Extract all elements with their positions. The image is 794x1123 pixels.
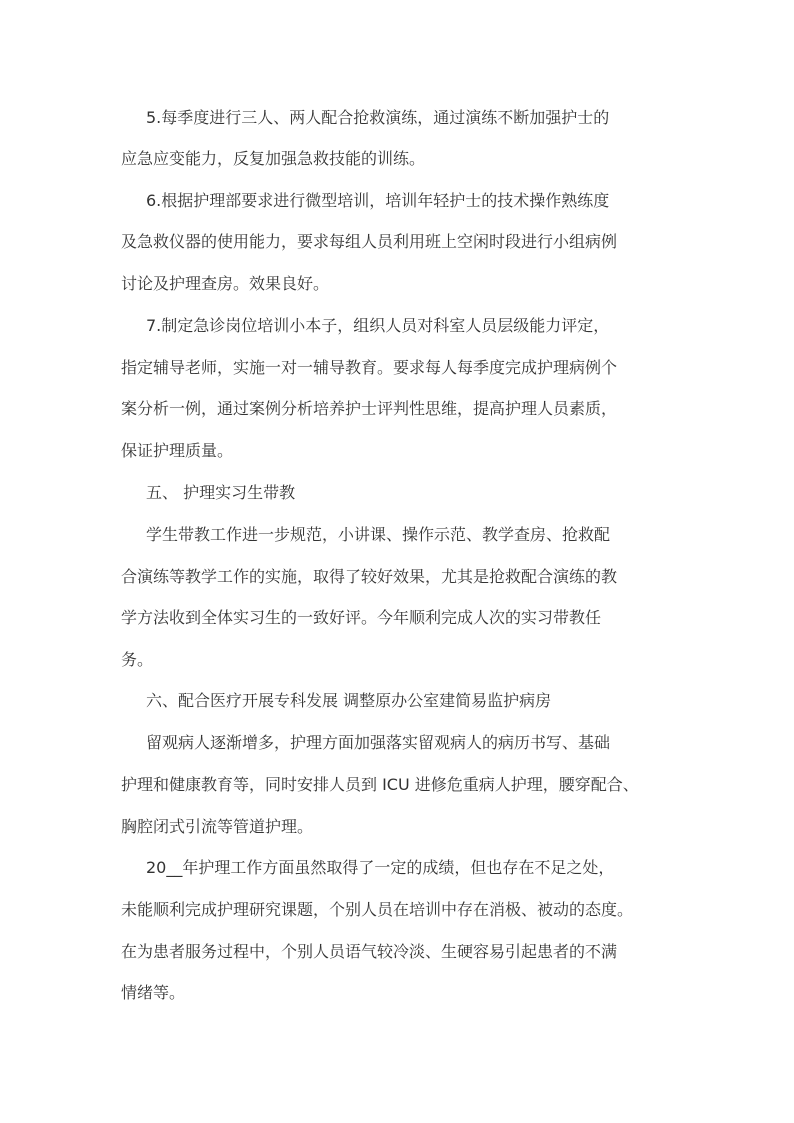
- teaching-paragraph-line-1: 学生带教工作进一步规范，小讲课、操作示范、教学查房、抢救配: [146, 525, 611, 544]
- teaching-paragraph-line-4: 务。: [121, 650, 154, 669]
- section-6-heading: 六、配合医疗开展专科发展 调整原办公室建简易监护病房: [146, 691, 552, 710]
- paragraph-7-line-1: 7.制定急诊岗位培训小本子，组织人员对科室人员层级能力评定，: [146, 316, 610, 335]
- summary-paragraph-line-3: 在为患者服务过程中，个别人员语气较冷淡、生硬容易引起患者的不满: [121, 942, 618, 961]
- paragraph-5-line-2: 应急应变能力，反复加强急救技能的训练。: [121, 149, 426, 168]
- paragraph-7-line-3: 案分析一例，通过案例分析培养护士评判性思维，提高护理人员素质，: [121, 399, 618, 418]
- teaching-paragraph-line-2: 合演练等教学工作的实施，取得了较好效果，尤其是抢救配合演练的教: [121, 567, 618, 586]
- paragraph-7-line-2: 指定辅导老师，实施一对一辅导教育。要求每人每季度完成护理病例个: [121, 358, 618, 377]
- paragraph-6-line-3: 讨论及护理查房。效果良好。: [121, 274, 330, 293]
- observation-paragraph-line-3: 胸腔闭式引流等管道护理。: [121, 817, 314, 836]
- summary-paragraph-line-2: 未能顺利完成护理研究课题，个别人员在培训中存在消极、被动的态度。: [121, 900, 634, 919]
- observation-paragraph-line-2: 护理和健康教育等，同时安排人员到 ICU 进修危重病人护理，腰穿配合、: [121, 775, 639, 794]
- summary-paragraph-line-1: 20__年护理工作方面虽然取得了一定的成绩，但也存在不足之处，: [146, 858, 615, 877]
- section-5-heading: 五、 护理实习生带教: [146, 483, 296, 502]
- paragraph-6-line-2: 及急救仪器的使用能力，要求每组人员利用班上空闲时段进行小组病例: [121, 232, 618, 251]
- teaching-paragraph-line-3: 学方法收到全体实习生的一致好评。今年顺利完成人次的实习带教任: [121, 608, 602, 627]
- observation-paragraph-line-1: 留观病人逐渐增多，护理方面加强落实留观病人的病历书写、基础: [146, 733, 611, 752]
- paragraph-7-line-4: 保证护理质量。: [121, 441, 234, 460]
- summary-paragraph-line-4: 情绪等。: [121, 983, 186, 1002]
- paragraph-5-line-1: 5.每季度进行三人、两人配合抢救演练，通过演练不断加强护士的: [146, 108, 610, 127]
- paragraph-6-line-1: 6.根据护理部要求进行微型培训，培训年轻护士的技术操作熟练度: [146, 191, 610, 210]
